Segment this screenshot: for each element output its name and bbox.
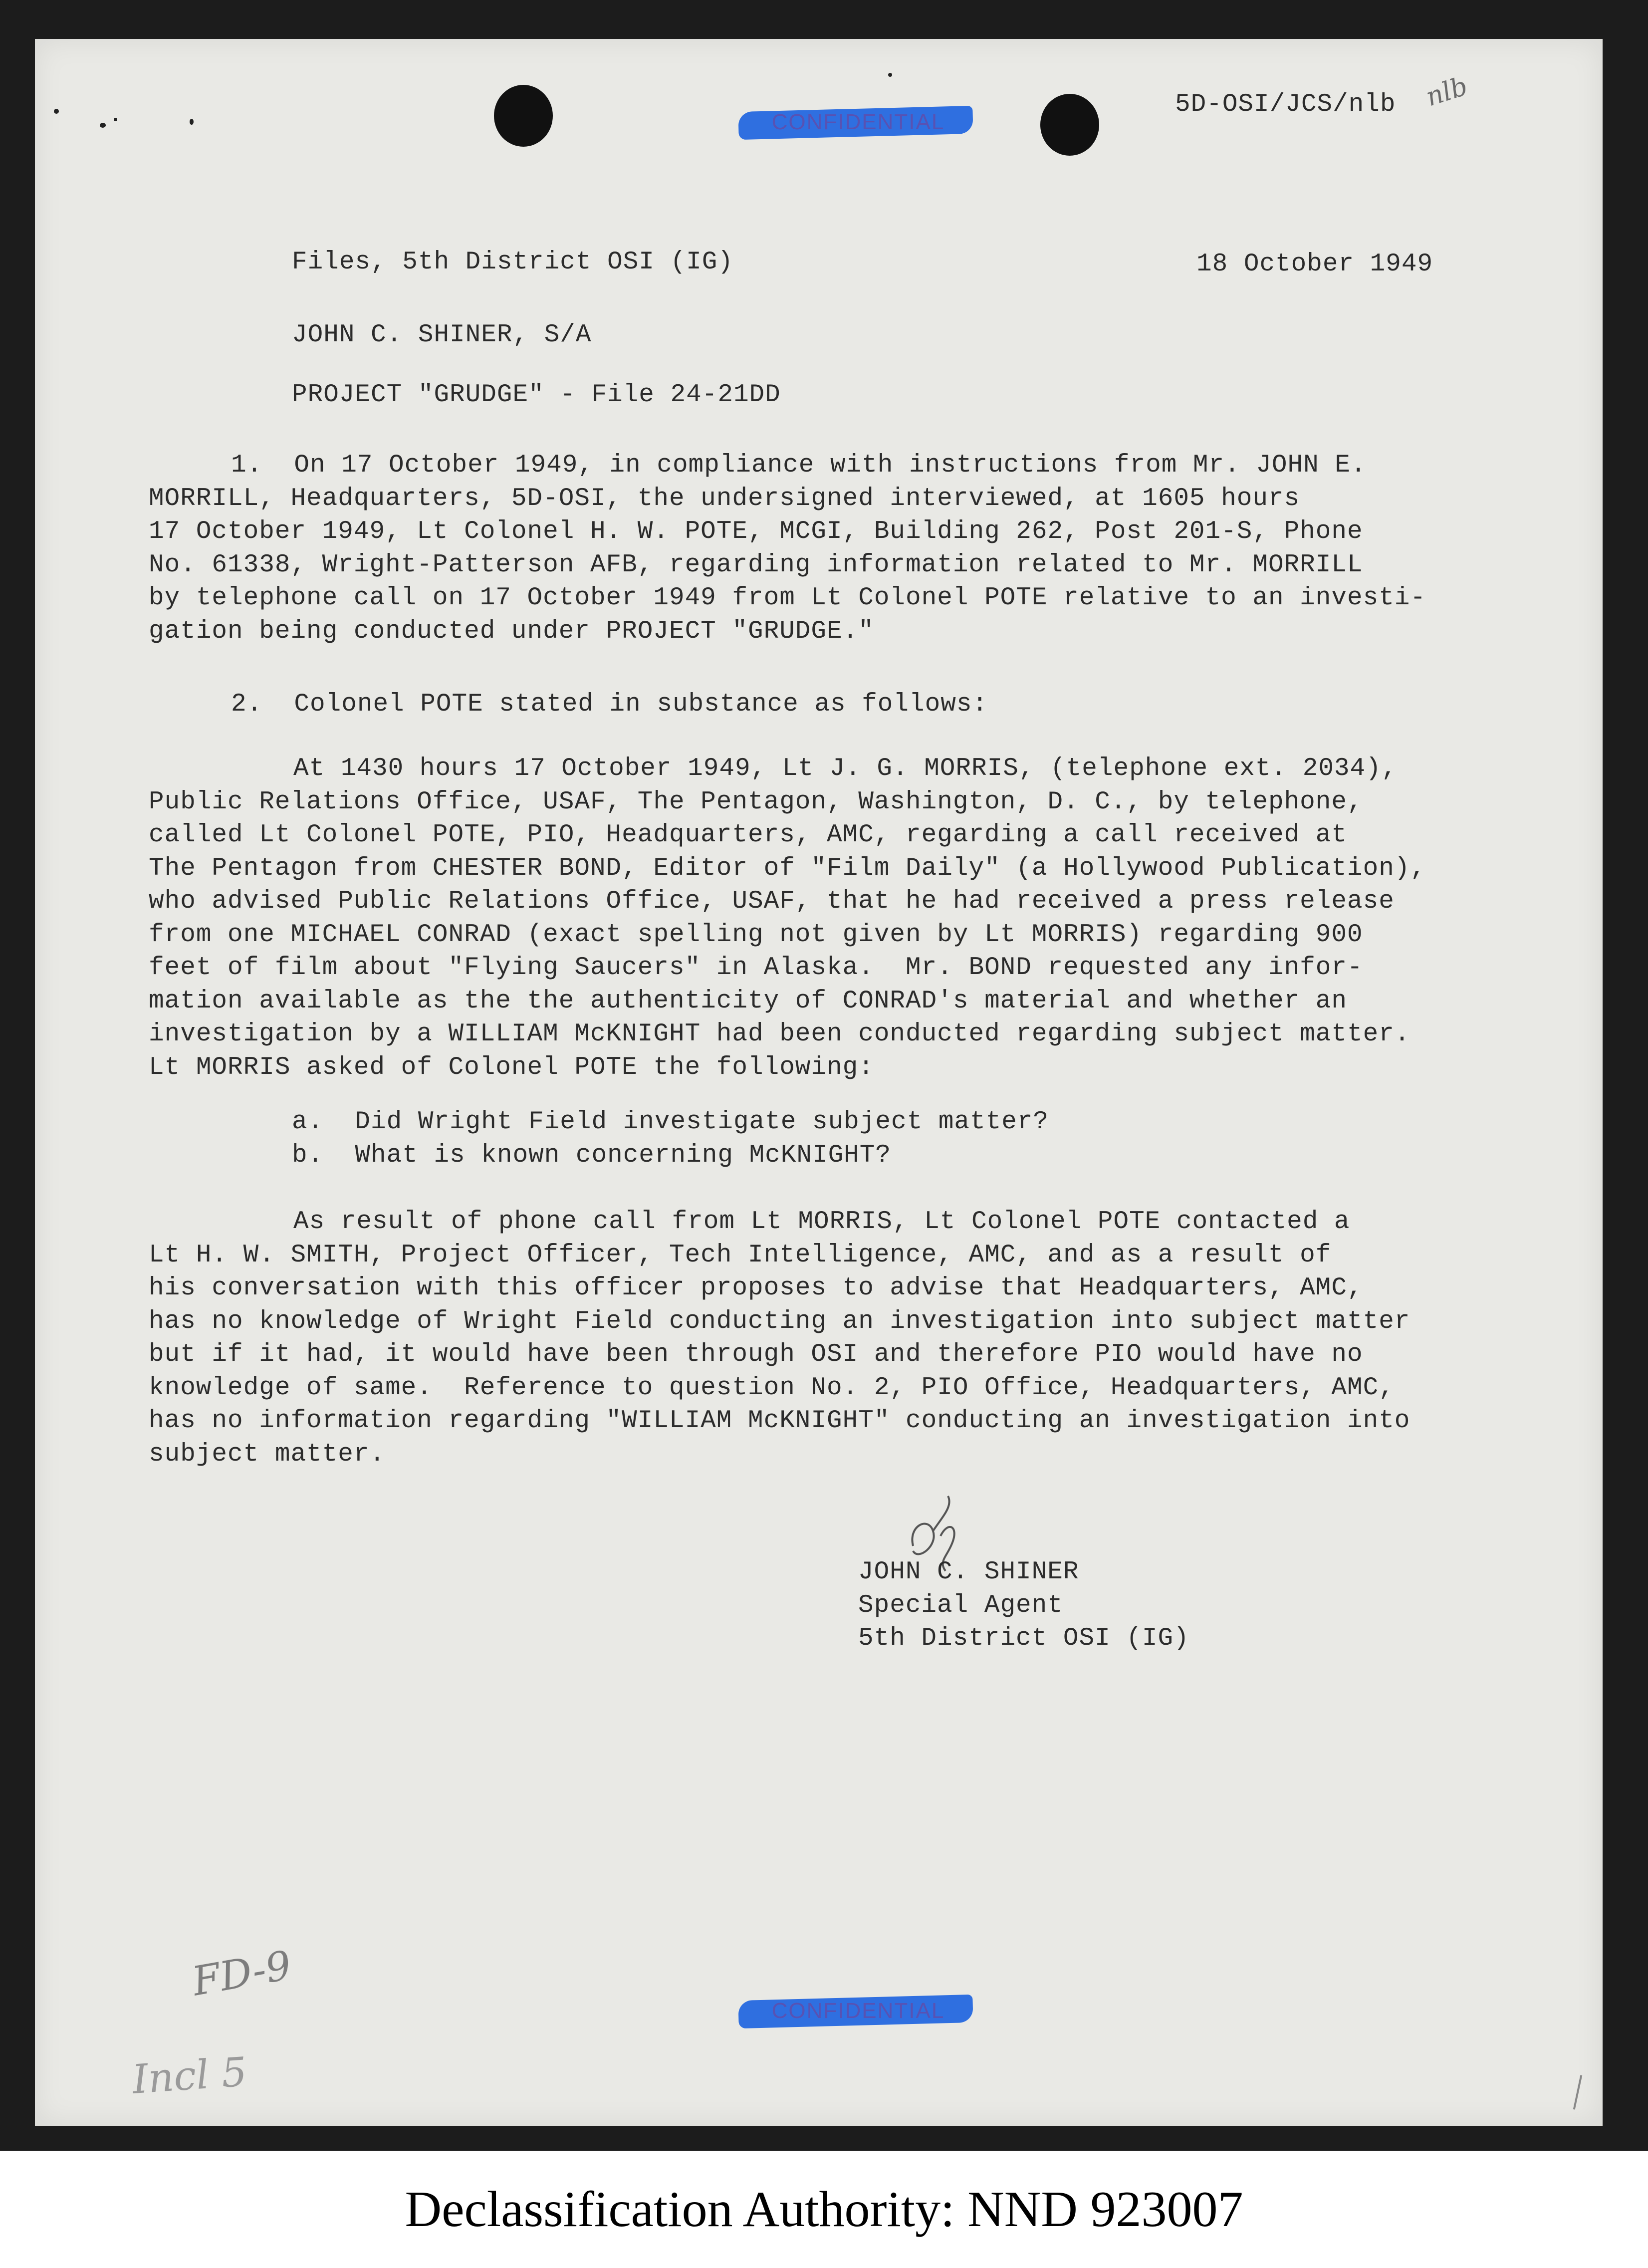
paragraph-4 [149, 1206, 1410, 1471]
question-item: a. Did Wright Field investigate subject matter? [292, 1108, 1049, 1136]
text-line: Lt MORRIS asked of Colonel POTE the following: [149, 1053, 874, 1082]
text-line: MORRILL, Headquarters, 5D-OSI, the undersigned interviewed, at 1605 hours [149, 484, 1300, 513]
text-line: has no information regarding "WILLIAM McKNIGHT" conducting an investigation into [149, 1407, 1411, 1435]
text-line: by telephone call on 17 October 1949 from Lt Colonel POTE relative to an investi- [149, 584, 1426, 612]
memo-subject-line: PROJECT "GRUDGE" - File 24-21DD [292, 381, 781, 409]
signer-title: Special Agent [858, 1591, 1063, 1620]
text-line: mation available as the the authenticity of CONRAD's material and whether an [149, 987, 1347, 1015]
text-line: knowledge of same. Reference to question No. 2, PIO Office, Headquarters, AMC, [149, 1373, 1395, 1402]
text-line: subject matter. [149, 1440, 386, 1469]
text-line: As result of phone call from Lt MORRIS, Lt Colonel POTE contacted a [293, 1208, 1350, 1236]
classification-stamp-bottom [738, 1998, 973, 2025]
paper-mark [1573, 2075, 1582, 2109]
declassification-footer: Declassification Authority: NND 923007 [0, 2151, 1648, 2268]
paragraph-2: 2. Colonel POTE stated in substance as follows: [231, 690, 988, 719]
punch-hole-right [1040, 94, 1099, 156]
question-item: b. What is known concerning McKNIGHT? [292, 1141, 891, 1170]
text-line: Public Relations Office, USAF, The Pentagon, Washington, D. C., by telephone, [149, 787, 1363, 816]
text-line: 1. On 17 October 1949, in compliance with instructions from Mr. JOHN E. [231, 451, 1367, 480]
paper-speck [888, 73, 892, 77]
memo-date: 18 October 1949 [1196, 250, 1433, 278]
signer-name: JOHN C. SHINER [858, 1558, 1079, 1586]
paper-speck [190, 119, 194, 125]
text-line: called Lt Colonel POTE, PIO, Headquarters, AMC, regarding a call received at [149, 821, 1347, 849]
text-line: At 1430 hours 17 October 1949, Lt J. G. MORRIS, (telephone ext. 2034), [293, 755, 1398, 783]
text-line: his conversation with this officer proposes to advise that Headquarters, AMC, [149, 1274, 1363, 1302]
paragraph-3 [149, 753, 1426, 1084]
signer-unit: 5th District OSI (IG) [858, 1624, 1189, 1653]
text-line: from one MICHAEL CONRAD (exact spelling not given by Lt MORRIS) regarding 900 [149, 920, 1363, 949]
text-line: gation being conducted under PROJECT "GRUDGE." [149, 617, 874, 646]
text-line: No. 61338, Wright-Patterson AFB, regarding information related to Mr. MORRILL [149, 550, 1363, 579]
memo-to-line: Files, 5th District OSI (IG) [292, 248, 733, 276]
memo-from-line: JOHN C. SHINER, S/A [292, 321, 592, 349]
handwritten-note-fd9: FD-9 [189, 1942, 295, 2005]
paragraph-1 [149, 449, 1426, 648]
text-line: Lt H. W. SMITH, Project Officer, Tech Intelligence, AMC, and as a result of [149, 1241, 1332, 1269]
classification-text: CONFIDENTIAL [771, 110, 945, 134]
paper-speck [54, 109, 59, 114]
paper-speck [114, 118, 117, 121]
text-line: investigation by a WILLIAM McKNIGHT had been conducted regarding subject matter. [149, 1020, 1411, 1048]
signature-block [858, 1556, 1189, 1656]
text-line: feet of film about "Flying Saucers" in Alaska. Mr. BOND requested any infor- [149, 954, 1363, 982]
handwritten-initials: nlb [1422, 71, 1471, 113]
text-line: who advised Public Relations Office, USAF, that he had received a press release [149, 887, 1395, 916]
text-line: The Pentagon from CHESTER BOND, Editor of "Film Daily" (a Hollywood Publication), [149, 854, 1426, 883]
punch-hole-left [494, 85, 553, 147]
paper-speck [100, 123, 106, 128]
text-line: has no knowledge of Wright Field conducting an investigation into subject matter [149, 1307, 1411, 1336]
text-line: 17 October 1949, Lt Colonel H. W. POTE, MCGI, Building 262, Post 201-S, Phone [149, 517, 1363, 546]
text-line: but if it had, it would have been through OSI and therefore PIO would have no [149, 1340, 1363, 1369]
question-list [292, 1106, 1049, 1172]
classification-text: CONFIDENTIAL [771, 1999, 945, 2023]
file-reference: 5D-OSI/JCS/nlb [1175, 90, 1396, 119]
handwritten-note-incl: Incl 5 [131, 2048, 248, 2103]
document-page [35, 39, 1603, 2126]
classification-stamp-top [738, 109, 973, 137]
